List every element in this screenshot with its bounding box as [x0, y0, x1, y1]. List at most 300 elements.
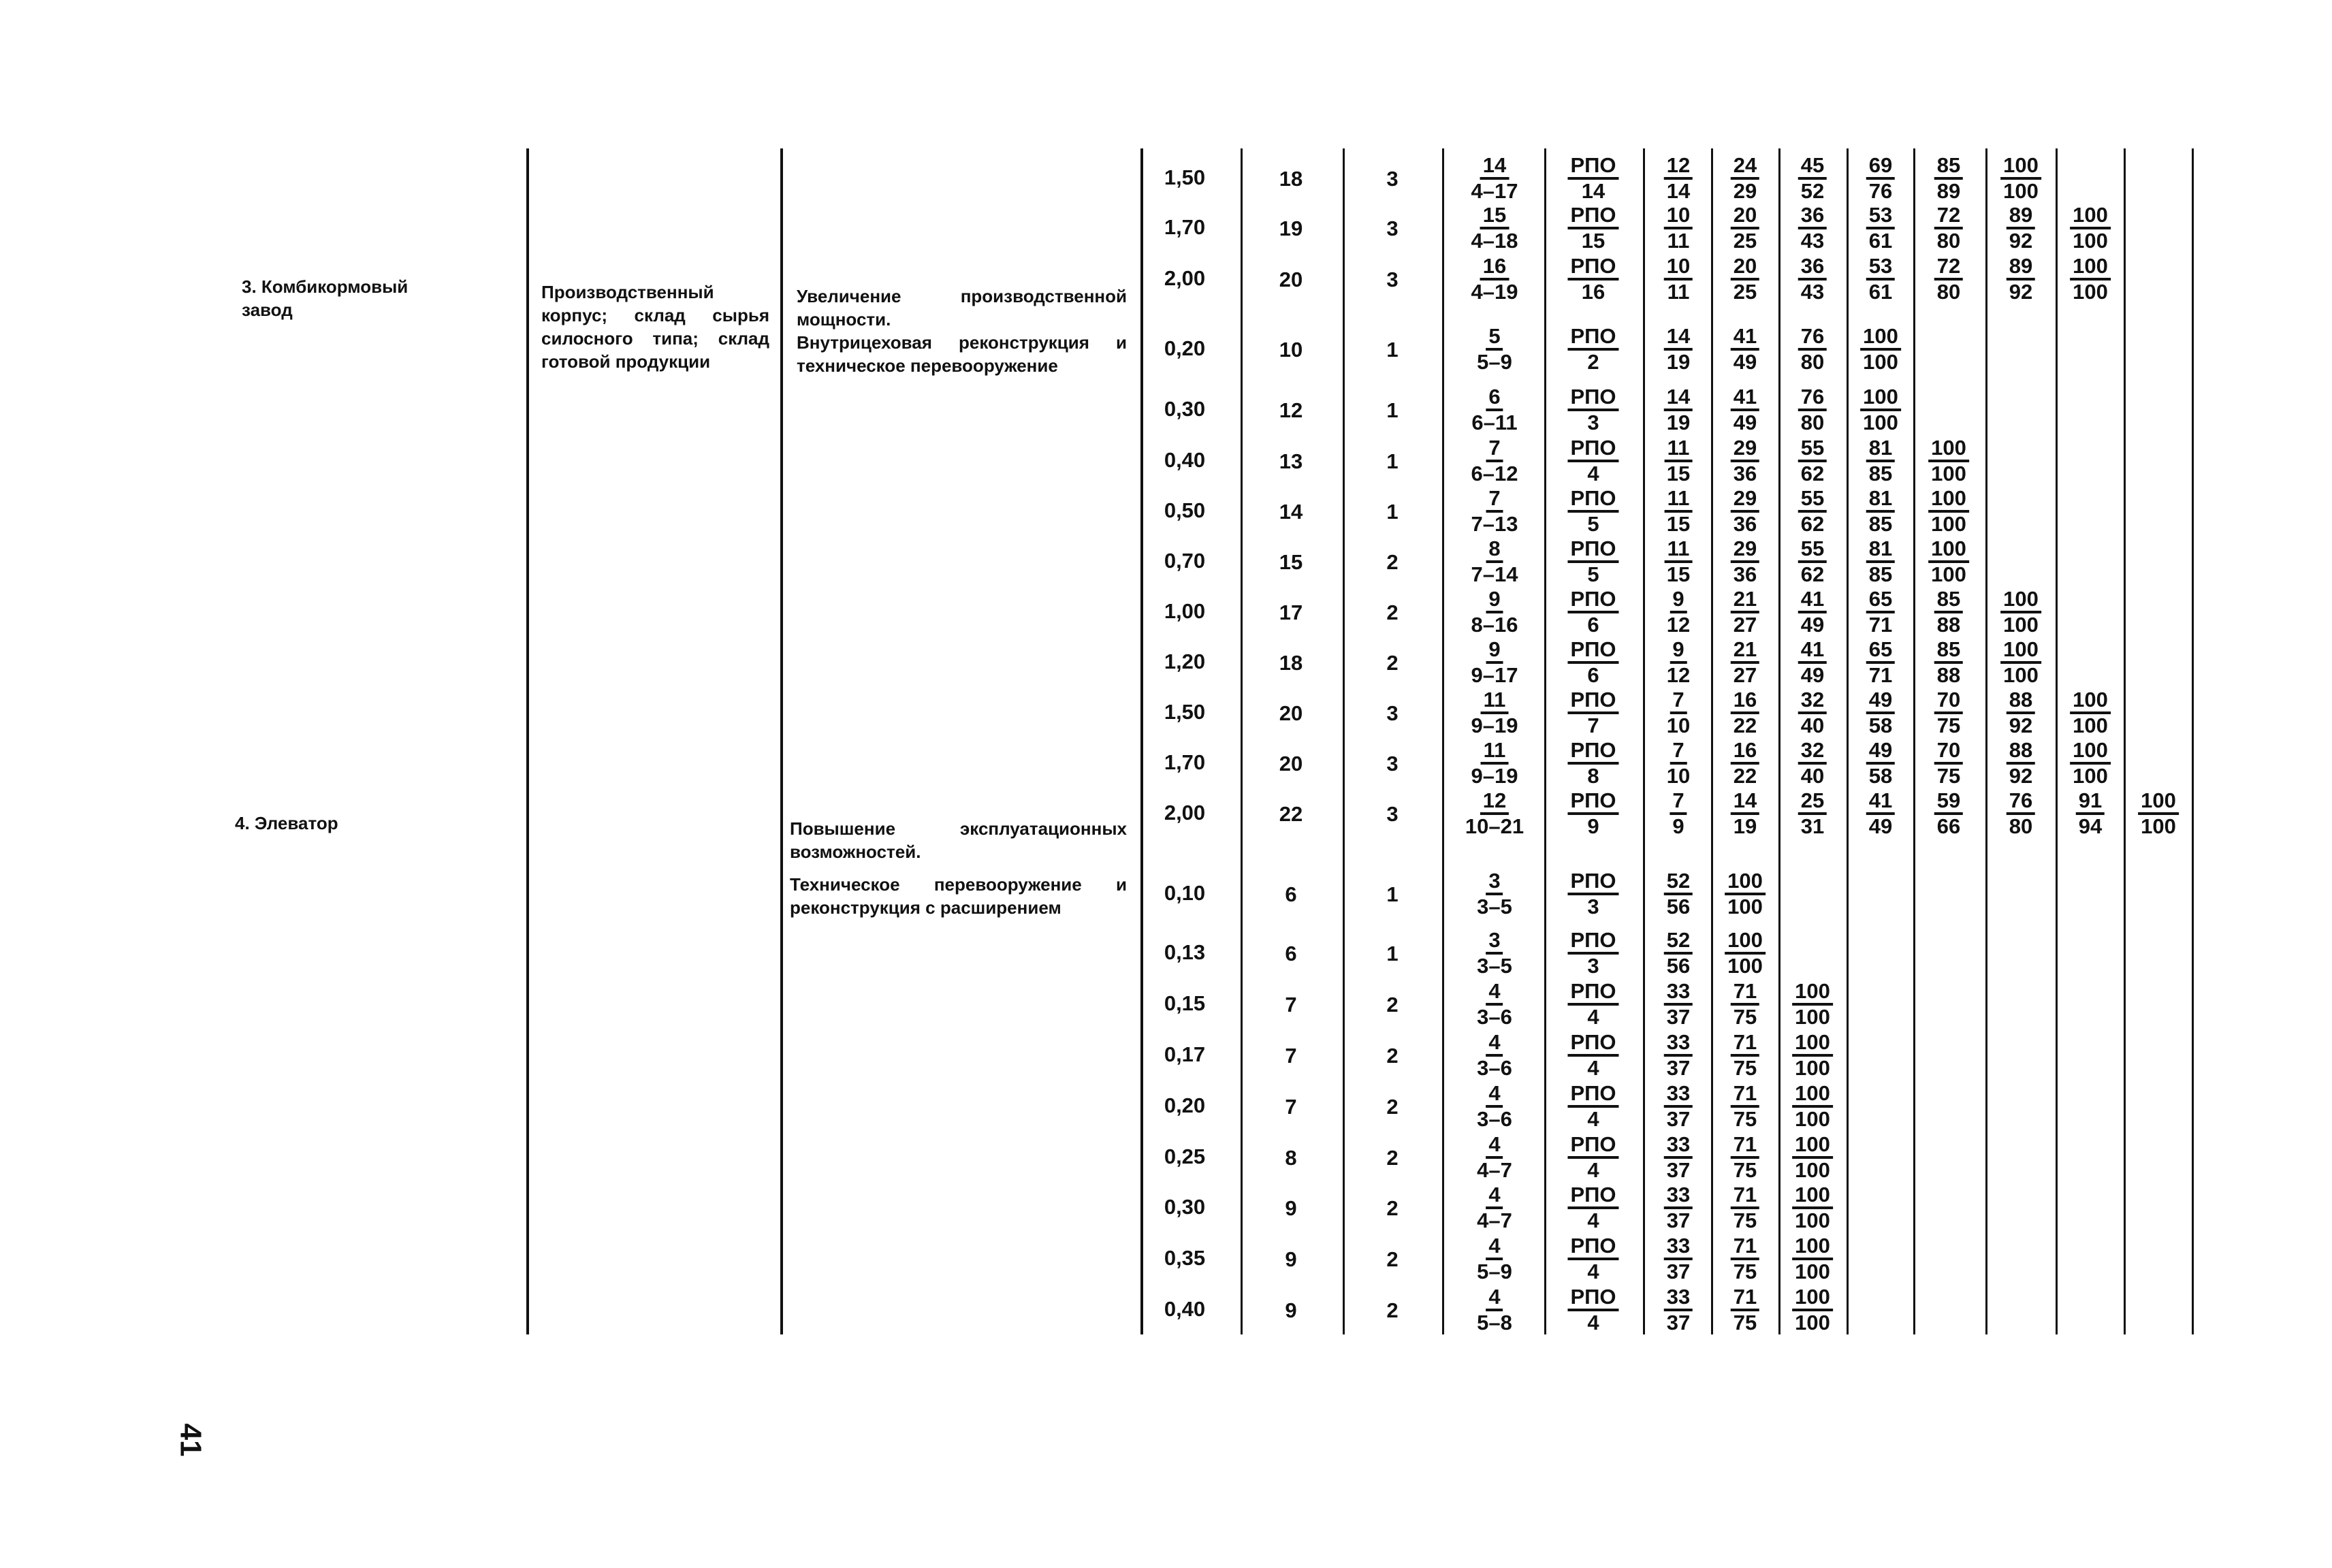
percent-fraction-denominator: 19	[1733, 814, 1757, 838]
percent-fraction-denominator: 14	[1666, 179, 1691, 203]
percent-fraction-denominator: 25	[1733, 280, 1757, 304]
percent-fraction-denominator: 56	[1666, 954, 1691, 978]
weeks-fraction-denominator: 3–6	[1477, 1056, 1512, 1080]
duration-cell: 6	[1285, 882, 1297, 906]
rpo-fraction-denominator: 16	[1581, 280, 1606, 304]
rpo-fraction-numerator: РПО	[1567, 1184, 1618, 1209]
percent-fraction-numerator: 88	[2007, 739, 2035, 765]
percent-fraction-numerator: 100	[1792, 1286, 1833, 1311]
rpo-fraction-denominator: 3	[1587, 895, 1599, 918]
percent-fraction-denominator: 49	[1733, 350, 1757, 374]
percent-fraction-denominator: 88	[1936, 613, 1961, 637]
percent-fraction	[1866, 155, 1895, 202]
percent-fraction-numerator: 71	[1731, 1134, 1759, 1159]
percent-fraction	[1731, 386, 1759, 433]
percent-fraction	[1731, 588, 1759, 635]
percent-fraction	[1664, 255, 1693, 302]
percent-fraction-numerator: 76	[1798, 325, 1827, 351]
capacity-cell: 1,50	[1164, 165, 1206, 189]
duration-cell: 19	[1279, 217, 1303, 240]
percent-fraction-numerator: 55	[1798, 538, 1827, 563]
column-rule	[780, 148, 783, 1334]
duration-cell: 12	[1279, 398, 1303, 422]
weeks-fraction-denominator: 8–16	[1471, 613, 1518, 637]
percent-fraction-numerator: 14	[1731, 790, 1759, 815]
duration-cell: 22	[1279, 802, 1303, 826]
rpo-fraction-numerator: РПО	[1567, 487, 1618, 513]
weeks-fraction-numerator: 16	[1480, 255, 1509, 281]
object-name-line: 3. Комбикормовый	[242, 276, 409, 297]
weeks-fraction	[1477, 1083, 1512, 1130]
rpo-fraction-numerator: РПО	[1567, 386, 1618, 411]
weeks-fraction-denominator: 4–7	[1477, 1209, 1512, 1232]
column-rule	[1847, 148, 1849, 1334]
percent-fraction	[1798, 325, 1827, 372]
percent-fraction	[1665, 538, 1693, 585]
percent-fraction-numerator: 32	[1798, 689, 1827, 714]
percent-fraction-denominator: 100	[2073, 764, 2108, 788]
weeks-fraction-numerator: 4	[1486, 1134, 1503, 1159]
rpo-fraction-numerator: РПО	[1567, 325, 1618, 351]
duration-cell: 13	[1279, 449, 1303, 473]
stages-cell: 1	[1386, 338, 1399, 362]
percent-fraction	[1664, 1031, 1693, 1078]
percent-fraction-numerator: 29	[1731, 538, 1759, 563]
percent-fraction	[1731, 538, 1759, 585]
stages-cell: 1	[1386, 882, 1399, 906]
percent-fraction-numerator: 53	[1866, 255, 1895, 281]
percent-fraction-denominator: 62	[1800, 562, 1825, 586]
rpo-fraction-numerator: РПО	[1567, 1031, 1618, 1057]
rpo-fraction-numerator: РПО	[1567, 639, 1618, 664]
percent-fraction-numerator: 21	[1731, 588, 1759, 613]
weeks-fraction-denominator: 3–6	[1477, 1005, 1512, 1029]
percent-fraction-numerator: 100	[2138, 790, 2179, 815]
percent-fraction-denominator: 76	[1868, 179, 1893, 203]
percent-fraction-numerator: 10	[1664, 204, 1693, 229]
weeks-fraction-numerator: 4	[1486, 1286, 1503, 1311]
percent-fraction-denominator: 49	[1800, 613, 1825, 637]
percent-fraction	[1798, 155, 1827, 202]
percent-fraction	[1664, 155, 1693, 202]
percent-fraction-numerator: 100	[1928, 538, 1969, 563]
duration-cell: 7	[1285, 1044, 1297, 1068]
duration-cell: 15	[1279, 550, 1303, 574]
rpo-fraction-numerator: РПО	[1567, 1134, 1618, 1159]
percent-fraction	[1798, 739, 1827, 786]
percent-fraction	[1731, 204, 1759, 251]
percent-fraction	[1792, 1134, 1833, 1181]
stages-cell: 3	[1386, 752, 1399, 775]
percent-fraction	[2007, 204, 2035, 251]
percent-fraction-denominator: 22	[1733, 714, 1757, 737]
percent-fraction	[1731, 1031, 1759, 1078]
rpo-fraction-denominator: 6	[1587, 663, 1599, 687]
capacity-cell: 1,20	[1164, 650, 1206, 673]
weeks-fraction-denominator: 9–19	[1471, 764, 1518, 788]
rpo-fraction-denominator: 5	[1587, 512, 1599, 536]
percent-fraction	[2070, 204, 2111, 251]
percent-fraction	[2007, 689, 2035, 736]
capacity-cell: 0,17	[1164, 1042, 1206, 1066]
work-type: Техническое перевооружение и реконструкция с расширением	[790, 874, 1127, 918]
percent-fraction-numerator: 41	[1731, 386, 1759, 411]
percent-fraction	[2070, 739, 2111, 786]
percent-fraction-numerator: 33	[1664, 1031, 1693, 1057]
object-composition: Производственный корпус; склад сырья силосного типа; склад готовой продукции	[541, 282, 769, 372]
percent-fraction-numerator: 20	[1731, 255, 1759, 281]
percent-fraction-denominator: 100	[1727, 895, 1763, 918]
duration-cell: 8	[1285, 1146, 1297, 1170]
percent-fraction	[1860, 386, 1901, 433]
stages-cell: 2	[1386, 1044, 1399, 1068]
rpo-fraction	[1567, 689, 1618, 736]
weeks-fraction-denominator: 6–12	[1471, 462, 1518, 485]
weeks-fraction-denominator: 9–19	[1471, 714, 1518, 737]
rpo-fraction	[1567, 588, 1618, 635]
percent-fraction	[2076, 790, 2105, 837]
stages-cell: 2	[1386, 1146, 1399, 1170]
capacity-cell: 0,15	[1164, 991, 1206, 1015]
percent-fraction	[1928, 437, 1969, 484]
rpo-fraction-denominator: 5	[1587, 562, 1599, 586]
percent-fraction-denominator: 100	[1795, 1260, 1830, 1283]
percent-fraction-denominator: 75	[1733, 1209, 1757, 1232]
percent-fraction-denominator: 58	[1868, 714, 1893, 737]
rpo-fraction-denominator: 9	[1587, 814, 1599, 838]
percent-fraction-denominator: 61	[1868, 280, 1893, 304]
rpo-fraction	[1567, 437, 1618, 484]
duration-cell: 17	[1279, 601, 1303, 624]
percent-fraction-numerator: 85	[1934, 588, 1963, 613]
percent-fraction-numerator: 7	[1670, 689, 1687, 714]
weeks-fraction-denominator: 9–17	[1471, 663, 1518, 687]
rpo-fraction-numerator: РПО	[1567, 437, 1618, 462]
percent-fraction-numerator: 24	[1731, 155, 1759, 180]
percent-fraction-denominator: 56	[1666, 895, 1691, 918]
percent-fraction-numerator: 89	[2007, 255, 2035, 281]
percent-fraction-numerator: 41	[1866, 790, 1895, 815]
weeks-fraction-numerator: 15	[1480, 204, 1509, 229]
percent-fraction-numerator: 52	[1664, 870, 1693, 895]
percent-fraction	[1664, 386, 1693, 433]
percent-fraction	[1934, 204, 1963, 251]
percent-fraction-denominator: 37	[1666, 1107, 1691, 1131]
rpo-fraction-numerator: РПО	[1567, 790, 1618, 815]
weeks-fraction-denominator: 4–17	[1471, 179, 1518, 203]
percent-fraction-numerator: 11	[1665, 538, 1693, 563]
capacity-cell: 0,40	[1164, 448, 1206, 472]
weeks-fraction-numerator: 14	[1480, 155, 1509, 180]
percent-fraction-denominator: 62	[1800, 462, 1825, 485]
percent-fraction-denominator: 12	[1666, 613, 1691, 637]
percent-fraction-numerator: 100	[2070, 204, 2111, 229]
percent-fraction	[1866, 255, 1895, 302]
percent-fraction-denominator: 62	[1800, 512, 1825, 536]
rpo-fraction-numerator: РПО	[1567, 155, 1618, 180]
percent-fraction-denominator: 52	[1800, 179, 1825, 203]
weeks-fraction	[1471, 437, 1518, 484]
percent-fraction	[1667, 639, 1690, 686]
rpo-fraction-numerator: РПО	[1567, 689, 1618, 714]
percent-fraction-numerator: 100	[1792, 980, 1833, 1006]
stages-cell: 1	[1386, 500, 1399, 524]
percent-fraction-numerator: 76	[2007, 790, 2035, 815]
percent-fraction-numerator: 76	[1798, 386, 1827, 411]
weeks-fraction	[1471, 689, 1518, 736]
percent-fraction-numerator: 70	[1934, 689, 1963, 714]
rpo-fraction-denominator: 4	[1587, 1260, 1599, 1283]
capacity-cell: 2,00	[1164, 801, 1206, 825]
percent-fraction-denominator: 27	[1733, 663, 1757, 687]
percent-fraction-numerator: 41	[1798, 588, 1827, 613]
percent-fraction	[1866, 487, 1895, 534]
percent-fraction-numerator: 100	[2000, 588, 2041, 613]
percent-fraction-numerator: 81	[1866, 487, 1895, 513]
percent-fraction	[1798, 386, 1827, 433]
percent-fraction	[1670, 790, 1687, 837]
percent-fraction	[2007, 739, 2035, 786]
percent-fraction	[1731, 325, 1759, 372]
percent-fraction-numerator: 33	[1664, 1134, 1693, 1159]
weeks-fraction	[1471, 487, 1518, 534]
percent-fraction	[1731, 639, 1759, 686]
percent-fraction-numerator: 33	[1664, 1286, 1693, 1311]
weeks-fraction-denominator: 5–9	[1477, 350, 1512, 374]
percent-fraction-denominator: 100	[2141, 814, 2176, 838]
percent-fraction-denominator: 85	[1868, 562, 1893, 586]
weeks-fraction	[1465, 790, 1524, 837]
percent-fraction-numerator: 53	[1866, 204, 1895, 229]
percent-fraction-numerator: 45	[1798, 155, 1827, 180]
percent-fraction-denominator: 15	[1666, 562, 1691, 586]
rpo-fraction-numerator: РПО	[1567, 204, 1618, 229]
rpo-fraction	[1567, 1184, 1618, 1231]
percent-fraction-denominator: 75	[1733, 1311, 1757, 1334]
weeks-fraction-denominator: 10–21	[1465, 814, 1524, 838]
capacity-cell: 0,70	[1164, 549, 1206, 573]
rpo-fraction	[1567, 155, 1618, 202]
rpo-fraction	[1567, 1134, 1618, 1181]
weeks-fraction-numerator: 11	[1481, 689, 1509, 714]
percent-fraction-denominator: 100	[2003, 663, 2039, 687]
weeks-fraction-numerator: 9	[1486, 588, 1503, 613]
percent-fraction	[1731, 790, 1759, 837]
percent-fraction-numerator: 7	[1670, 790, 1687, 815]
percent-fraction	[2000, 155, 2041, 202]
duration-cell: 10	[1279, 338, 1303, 362]
percent-fraction-numerator: 100	[1792, 1235, 1833, 1260]
percent-fraction-numerator: 100	[1725, 870, 1766, 895]
percent-fraction-denominator: 37	[1666, 1209, 1691, 1232]
rpo-fraction	[1567, 739, 1618, 786]
percent-fraction-numerator: 33	[1664, 1083, 1693, 1108]
percent-fraction-denominator: 75	[1936, 714, 1961, 737]
percent-fraction-denominator: 10	[1666, 764, 1691, 788]
percent-fraction-denominator: 36	[1733, 512, 1757, 536]
work-type: Внутрицеховая реконструкция и техническое перевооружение	[797, 332, 1127, 376]
percent-fraction-denominator: 15	[1666, 512, 1691, 536]
column-rule	[2124, 148, 2126, 1334]
percent-fraction	[1928, 487, 1969, 534]
rpo-fraction	[1567, 325, 1618, 372]
percent-fraction-numerator: 14	[1664, 386, 1693, 411]
rpo-fraction	[1567, 639, 1618, 686]
rpo-fraction-numerator: РПО	[1567, 255, 1618, 281]
weeks-fraction-denominator: 5–9	[1477, 1260, 1512, 1283]
percent-fraction-numerator: 10	[1664, 255, 1693, 281]
percent-fraction-numerator: 55	[1798, 487, 1827, 513]
capacity-cell: 0,20	[1164, 1093, 1206, 1117]
percent-fraction-numerator: 100	[2000, 155, 2041, 180]
percent-fraction-numerator: 85	[1934, 639, 1963, 664]
percent-fraction	[1798, 255, 1827, 302]
percent-fraction-numerator: 25	[1798, 790, 1827, 815]
percent-fraction	[1798, 538, 1827, 585]
percent-fraction-denominator: 94	[2078, 814, 2103, 838]
rpo-fraction-denominator: 4	[1587, 1005, 1599, 1029]
percent-fraction-denominator: 75	[1733, 1260, 1757, 1283]
rpo-fraction-denominator: 4	[1587, 1311, 1599, 1334]
percent-fraction	[1664, 870, 1693, 917]
stages-cell: 3	[1386, 217, 1399, 240]
percent-fraction-denominator: 36	[1733, 562, 1757, 586]
percent-fraction	[1664, 1184, 1693, 1231]
weeks-fraction-denominator: 6–11	[1471, 411, 1518, 434]
percent-fraction	[1934, 255, 1963, 302]
percent-fraction-denominator: 71	[1868, 663, 1893, 687]
percent-fraction-denominator: 27	[1733, 613, 1757, 637]
percent-fraction-denominator: 80	[1936, 280, 1961, 304]
percent-fraction-numerator: 72	[1934, 255, 1963, 281]
percent-fraction-denominator: 37	[1666, 1056, 1691, 1080]
percent-fraction-numerator: 100	[1792, 1083, 1833, 1108]
weeks-fraction-numerator: 7	[1486, 437, 1503, 462]
rpo-fraction	[1567, 1235, 1618, 1282]
duration-cell: 20	[1279, 752, 1303, 775]
rpo-fraction-numerator: РПО	[1567, 1286, 1618, 1311]
stages-cell: 2	[1386, 993, 1399, 1017]
percent-fraction	[1664, 1235, 1693, 1282]
duration-cell: 18	[1279, 651, 1303, 675]
percent-fraction-numerator: 100	[1928, 437, 1969, 462]
duration-cell: 9	[1285, 1196, 1297, 1220]
percent-fraction-numerator: 100	[1928, 487, 1969, 513]
percent-fraction-denominator: 100	[2073, 229, 2108, 253]
percent-fraction-numerator: 33	[1664, 1184, 1693, 1209]
rpo-fraction-numerator: РПО	[1567, 1083, 1618, 1108]
percent-fraction	[1792, 1184, 1833, 1231]
weeks-fraction-numerator: 4	[1486, 1235, 1503, 1260]
percent-fraction	[1934, 155, 1963, 202]
rpo-fraction	[1567, 1083, 1618, 1130]
percent-fraction-numerator: 89	[2007, 204, 2035, 229]
percent-fraction-numerator: 33	[1664, 1235, 1693, 1260]
capacity-cell: 1,50	[1164, 700, 1206, 724]
percent-fraction	[1731, 1235, 1759, 1282]
percent-fraction-denominator: 40	[1800, 764, 1825, 788]
percent-fraction-denominator: 58	[1868, 764, 1893, 788]
percent-fraction-denominator: 37	[1666, 1005, 1691, 1029]
percent-fraction-numerator: 72	[1934, 204, 1963, 229]
percent-fraction-numerator: 71	[1731, 1083, 1759, 1108]
rpo-fraction-numerator: РПО	[1567, 870, 1618, 895]
percent-fraction	[1792, 1031, 1833, 1078]
percent-fraction	[1731, 739, 1759, 786]
page-number: 41	[174, 1423, 208, 1457]
percent-fraction-numerator: 16	[1731, 689, 1759, 714]
percent-fraction-numerator: 81	[1866, 437, 1895, 462]
weeks-fraction	[1477, 1286, 1512, 1333]
weeks-fraction-denominator: 7–14	[1471, 562, 1518, 586]
weeks-fraction-numerator: 8	[1486, 538, 1503, 563]
percent-fraction-numerator: 91	[2076, 790, 2105, 815]
percent-fraction-denominator: 75	[1733, 1158, 1757, 1182]
percent-fraction-denominator: 49	[1868, 814, 1893, 838]
stages-cell: 2	[1386, 601, 1399, 624]
percent-fraction	[1928, 538, 1969, 585]
stages-cell: 2	[1386, 1298, 1399, 1322]
percent-fraction-numerator: 65	[1866, 588, 1895, 613]
percent-fraction-denominator: 85	[1868, 462, 1893, 485]
rpo-fraction-numerator: РПО	[1567, 1235, 1618, 1260]
percent-fraction-denominator: 88	[1936, 663, 1961, 687]
percent-fraction-numerator: 36	[1798, 204, 1827, 229]
percent-fraction-numerator: 52	[1664, 929, 1693, 955]
weeks-fraction	[1477, 870, 1512, 917]
weeks-fraction-numerator: 4	[1486, 1083, 1503, 1108]
column-rule	[1442, 148, 1444, 1334]
percent-fraction-denominator: 49	[1800, 663, 1825, 687]
column-rule	[1985, 148, 1987, 1334]
percent-fraction-numerator: 71	[1731, 1286, 1759, 1311]
percent-fraction-denominator: 75	[1733, 1005, 1757, 1029]
stages-cell: 3	[1386, 268, 1399, 291]
object-name-line: завод	[242, 300, 293, 320]
percent-fraction	[1798, 437, 1827, 484]
percent-fraction-numerator: 16	[1731, 739, 1759, 765]
percent-fraction	[1866, 689, 1895, 736]
percent-fraction-numerator: 85	[1934, 155, 1963, 180]
weeks-fraction	[1477, 1235, 1512, 1282]
percent-fraction-denominator: 100	[1795, 1311, 1830, 1334]
percent-fraction-numerator: 88	[2007, 689, 2035, 714]
percent-fraction-denominator: 66	[1936, 814, 1961, 838]
rpo-fraction-denominator: 7	[1587, 714, 1599, 737]
percent-fraction-numerator: 100	[1860, 386, 1901, 411]
percent-fraction-denominator: 10	[1666, 714, 1691, 737]
percent-fraction-numerator: 69	[1866, 155, 1895, 180]
weeks-fraction	[1477, 1031, 1512, 1078]
percent-fraction	[1792, 980, 1833, 1027]
rpo-fraction	[1567, 790, 1618, 837]
duration-cell: 20	[1279, 701, 1303, 725]
weeks-fraction-denominator: 4–19	[1471, 280, 1518, 304]
rpo-fraction	[1567, 386, 1618, 433]
percent-fraction	[1934, 639, 1963, 686]
rpo-fraction-denominator: 15	[1581, 229, 1606, 253]
percent-fraction-numerator: 9	[1670, 588, 1687, 613]
percent-fraction	[1731, 255, 1759, 302]
percent-fraction-numerator: 81	[1866, 538, 1895, 563]
percent-fraction-denominator: 80	[2009, 814, 2033, 838]
percent-fraction-denominator: 11	[1667, 280, 1690, 304]
weeks-fraction-numerator: 4	[1486, 1184, 1503, 1209]
percent-fraction-numerator: 20	[1731, 204, 1759, 229]
percent-fraction-denominator: 11	[1667, 229, 1690, 253]
percent-fraction-numerator: 9	[1670, 639, 1687, 664]
rpo-fraction-numerator: РПО	[1567, 588, 1618, 613]
